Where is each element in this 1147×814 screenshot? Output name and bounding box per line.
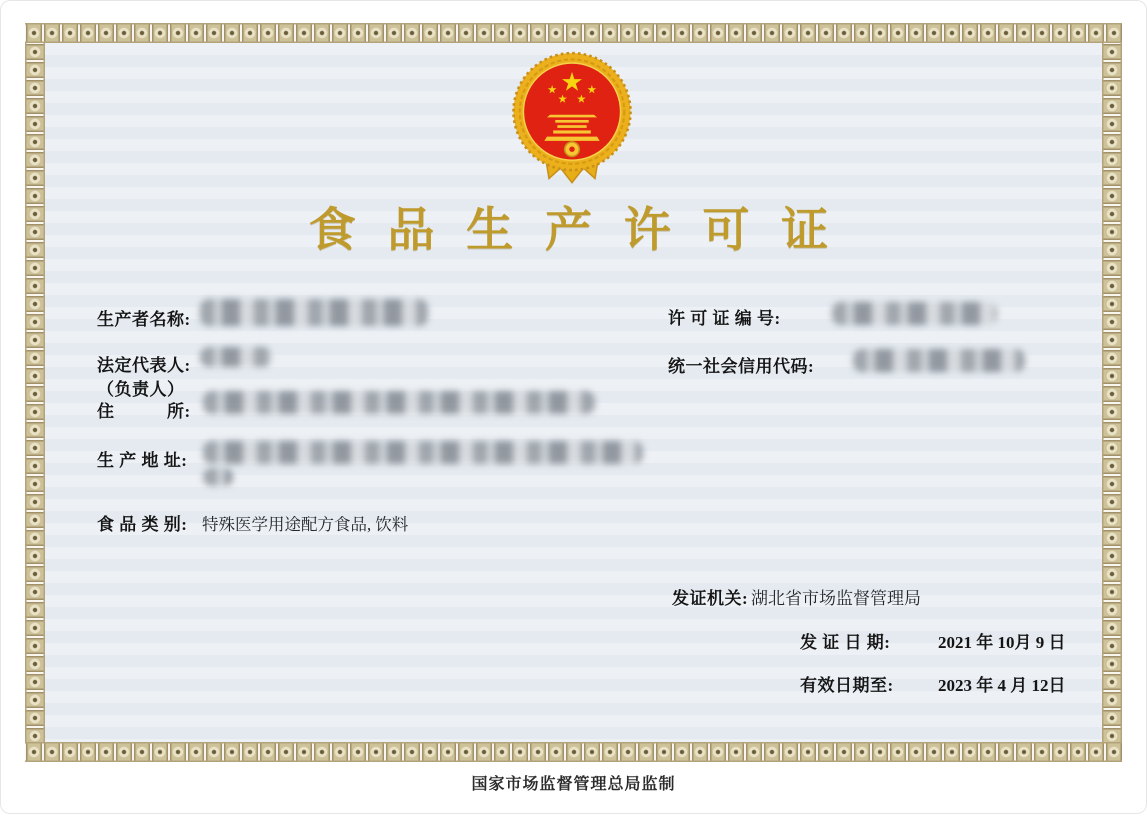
certificate-title: 食 品 生 产 许 可 证 (308, 205, 839, 257)
production-address-redacted-value-line1 (203, 441, 643, 464)
producer-name-label: 生产者名称: (97, 310, 191, 329)
ornament-border-left (25, 43, 45, 742)
valid-until-value: 2023 年 4 月 12日 (938, 676, 1066, 695)
certificate-body (45, 43, 1102, 742)
ornament-border-right (1102, 43, 1122, 742)
credit-code-redacted-value (853, 349, 1025, 372)
legal-rep-label: 法定代表人: (97, 356, 191, 375)
production-address-redacted-value-line2 (203, 468, 233, 486)
residence-redacted-value (203, 391, 595, 414)
issuing-authority-label: 发证机关: (672, 589, 749, 608)
valid-until-label: 有效日期至: (800, 676, 894, 695)
issuing-authority-value: 湖北省市场监督管理局 (751, 589, 921, 608)
food-category-label: 食 品 类 别: (97, 515, 188, 534)
ornament-border-top (25, 23, 1122, 43)
issue-date-value: 2021 年 10月 9 日 (938, 633, 1066, 652)
production-address-label: 生 产 地 址: (97, 451, 188, 470)
certificate-frame (25, 23, 1122, 762)
china-national-emblem-icon (509, 51, 635, 191)
license-no-redacted-value (832, 302, 997, 325)
food-category-value: 特殊医学用途配方食品, 饮料 (202, 515, 409, 534)
ornament-border-bottom (25, 742, 1122, 762)
legal-rep-sublabel: （负责人） (97, 380, 185, 399)
residence-label: 住 所: (97, 402, 191, 421)
issuer-footer: 国家市场监督管理总局监制 (471, 776, 676, 793)
license-no-label: 许 可 证 编 号: (668, 309, 781, 328)
issue-date-label: 发 证 日 期: (800, 633, 891, 652)
credit-code-label: 统一社会信用代码: (668, 357, 815, 376)
producer-name-redacted-value (200, 299, 428, 326)
legal-rep-redacted-value (200, 347, 272, 367)
